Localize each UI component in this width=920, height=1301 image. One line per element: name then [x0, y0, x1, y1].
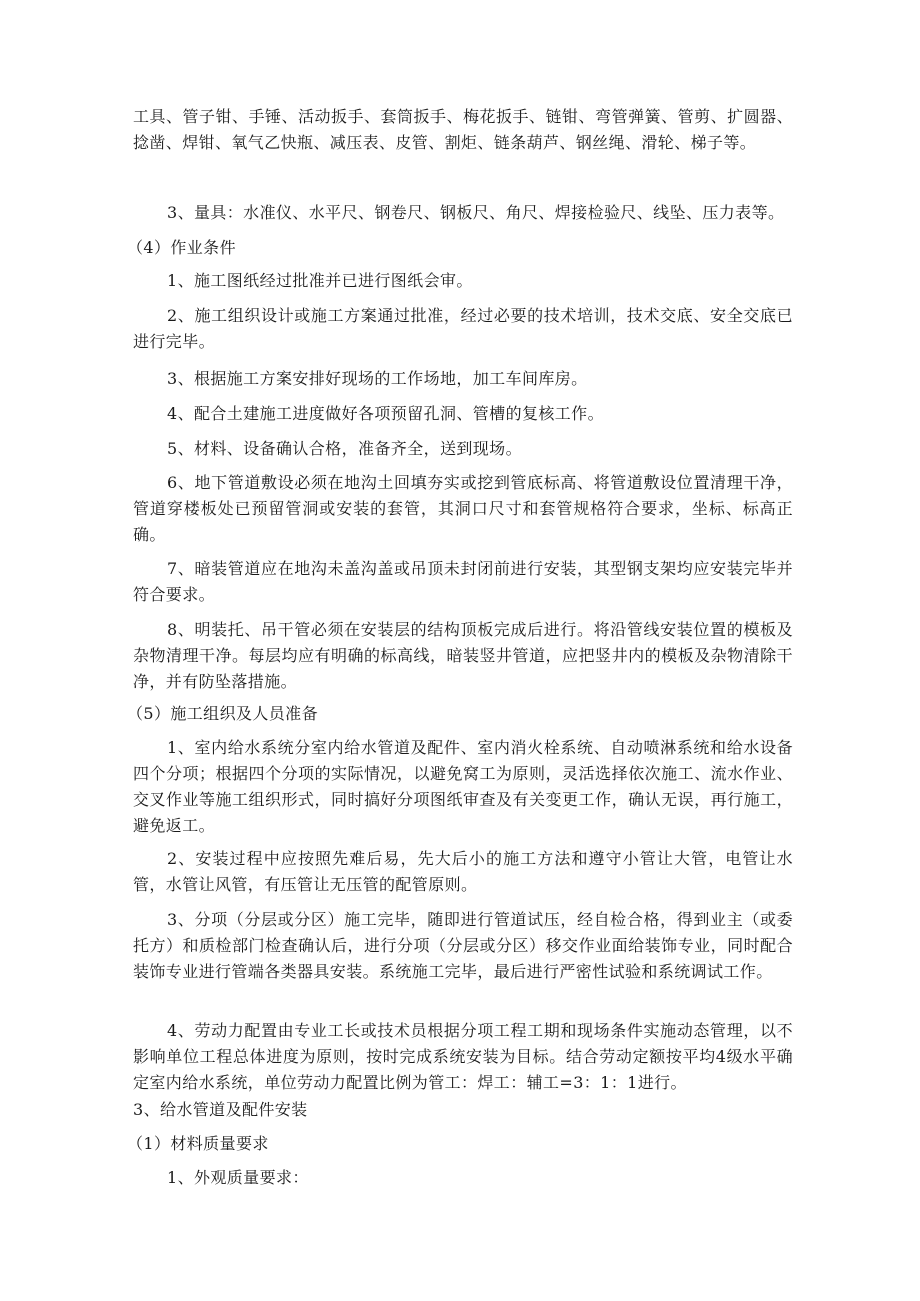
paragraph-condition-3: 3、根据施工方案安排好现场的工作场地，加工车间库房。 [167, 369, 588, 388]
paragraph-condition-5: 5、材料、设备确认合格，准备齐全，送到现场。 [167, 439, 522, 458]
paragraph-condition-7: 7、暗装管道应在地沟未盖沟盖或吊顶未封闭前进行安装，其型钢支架均应安装完毕并符合要求。 [133, 559, 793, 604]
paragraph-condition-2: 2、施工组织设计或施工方案通过批准，经过必要的技术培训，技术交底、安全交底已进行完毕。 [133, 306, 793, 351]
paragraph-organization-2: 2、安装过程中应按照先难后易，先大后小的施工方法和遵守小管让大管，电管让水管，水管让风管，有压管让无压管的配管原则。 [133, 849, 793, 894]
paragraph-condition-6: 6、地下管道敷设必须在地沟土回填夯实或挖到管底标高、将管道敷设位置清理干净，管道穿楼板处已预留管洞或安装的套管，其洞口尺寸和套管规格符合要求，坐标、标高正确。 [133, 473, 793, 544]
paragraph-condition-8: 8、明装托、吊干管必须在安装层的结构顶板完成后进行。将沿管线安装位置的模板及杂物清理干净。每层均应有明确的标高线，暗装竖井管道，应把竖井内的模板及杂物清除干净，并有防坠落措施。 [133, 620, 793, 691]
heading-organization-staffing: （5）施工组织及人员准备 [127, 704, 318, 723]
paragraph-organization-3: 3、分项（分层或分区）施工完毕，随即进行管道试压，经自检合格，得到业主（或委托方）和质检部门检查确认后，进行分项（分层或分区）移交作业面给装饰专业，同时配合装饰专业进行管端各类器具安装。系统施工完毕，最后进行严密性试验和系统调试工作。 [133, 910, 793, 981]
heading-work-conditions: （4）作业条件 [127, 238, 236, 257]
paragraph-tools-list: 工具、管子钳、手锤、活动扳手、套筒扳手、梅花扳手、链钳、弯管弹簧、管剪、扩圆器、捻凿、焊钳、氧气乙快瓶、减压表、皮管、割炬、链条葫芦、钢丝绳、滑轮、梯子等。 [133, 107, 793, 152]
paragraph-appearance-quality: 1、外观质量要求： [167, 1168, 309, 1187]
heading-pipe-installation: 3、给水管道及配件安装 [133, 1100, 308, 1119]
paragraph-condition-1: 1、施工图纸经过批准并已进行图纸会审。 [167, 271, 473, 290]
heading-material-quality: （1）材料质量要求 [127, 1134, 269, 1153]
paragraph-measuring-tools: 3、量具：水准仪、水平尺、钢卷尺、钢板尺、角尺、焊接检验尺、线坠、压力表等。 [167, 203, 785, 222]
paragraph-organization-1: 1、室内给水系统分室内给水管道及配件、室内消火栓系统、自动喷淋系统和给水设备四个分项；根据四个分项的实际情况，以避免窝工为原则，灵活选择依次施工、流水作业、交叉作业等施工组织形式，同时搞好分项图纸审查及有关变更工作，确认无误，再行施工，避免返工。 [133, 738, 793, 835]
paragraph-condition-4: 4、配合土建施工进度做好各项预留孔洞、管槽的复核工作。 [167, 404, 604, 423]
paragraph-organization-4: 4、劳动力配置由专业工长或技术员根据分项工程工期和现场条件实施动态管理，以不影响单位工程总体进度为原则，按时完成系统安装为目标。结合劳动定额按平均4级水平确定室内给水系统，单位劳动力配置比例为管工：焊工：辅工=3：1：1进行。 [133, 1021, 793, 1092]
